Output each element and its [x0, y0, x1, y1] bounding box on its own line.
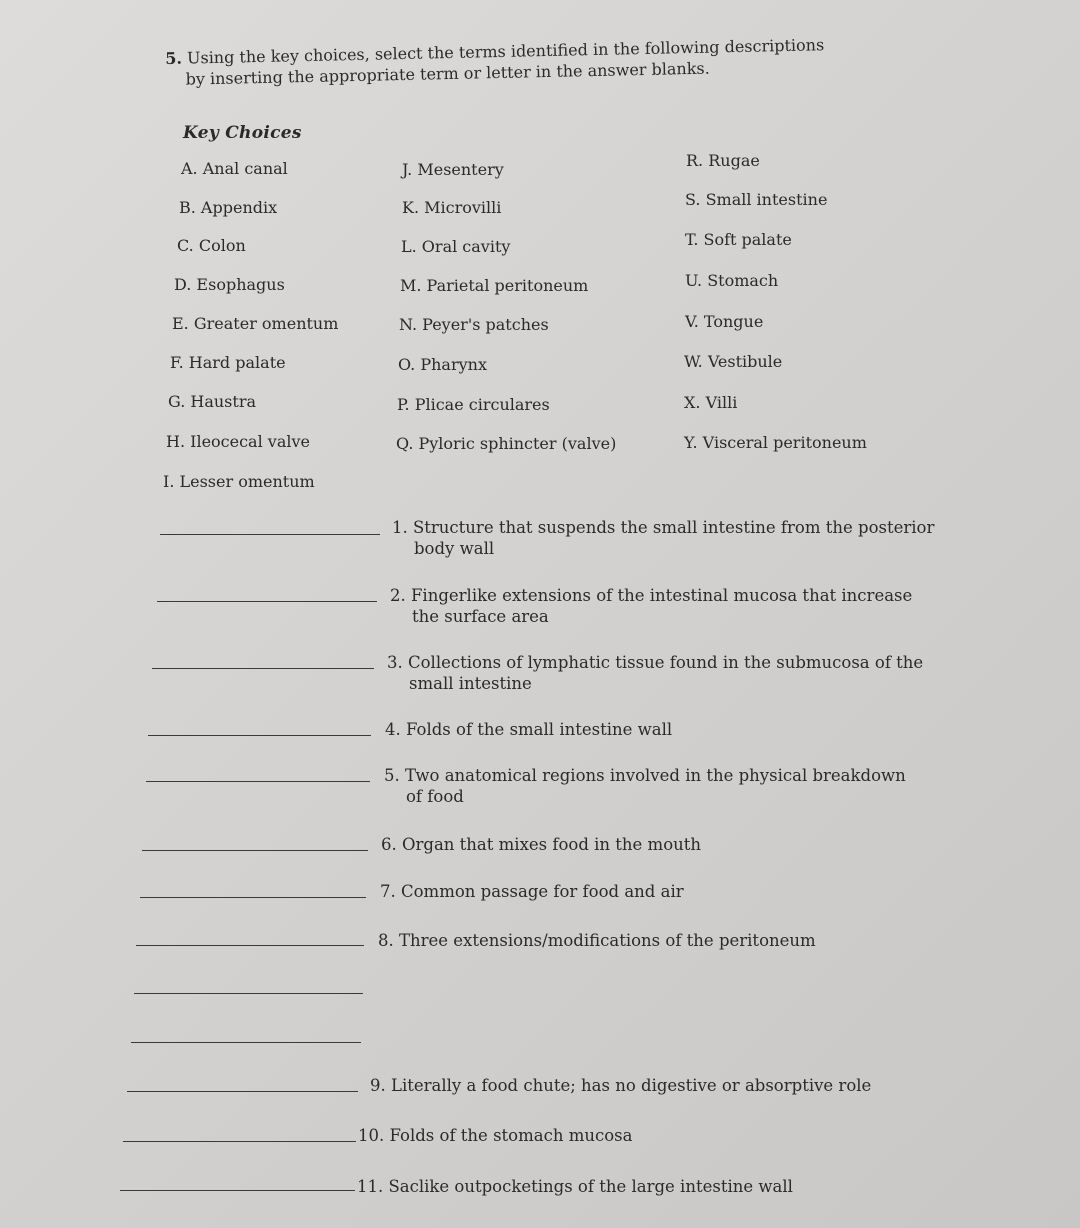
- choice-a: A. Anal canal: [181, 159, 288, 178]
- answer-blank-5[interactable]: [146, 781, 370, 782]
- key-choices-title: Key Choices: [183, 123, 302, 143]
- item-11: [357, 1176, 927, 1197]
- choice-d: D. Esophagus: [174, 275, 285, 294]
- choice-b: B. Appendix: [179, 198, 278, 217]
- item-2-line-2: the surface area: [412, 607, 549, 626]
- choice-e: E. Greater omentum: [172, 314, 339, 333]
- choice-u: U. Stomach: [685, 271, 779, 290]
- answer-blank-7[interactable]: [140, 897, 366, 898]
- answer-blank-8c[interactable]: [131, 1042, 361, 1043]
- choice-f: F. Hard palate: [170, 353, 286, 372]
- item-5: [384, 765, 954, 807]
- choice-s: S. Small intestine: [685, 190, 828, 209]
- item-6: [381, 834, 951, 855]
- choice-c: C. Colon: [177, 236, 246, 255]
- item-2-line-1: 2. Fingerlike extensions of the intestinal mucosa that increase: [390, 586, 913, 605]
- item-8-line-1: 8. Three extensions/modifications of the peritoneum: [378, 931, 816, 950]
- choice-w: W. Vestibule: [684, 352, 783, 371]
- answer-blank-6[interactable]: [142, 850, 368, 851]
- item-7: [380, 881, 950, 902]
- answer-blank-4[interactable]: [148, 735, 371, 736]
- answer-blank-10[interactable]: [123, 1141, 356, 1142]
- choice-l: L. Oral cavity: [401, 237, 511, 256]
- item-10-line-1: 10. Folds of the stomach mucosa: [358, 1126, 633, 1145]
- choice-h: H. Ileocecal valve: [166, 432, 310, 451]
- choice-q: Q. Pyloric sphincter (valve): [396, 434, 617, 453]
- choice-g: G. Haustra: [168, 392, 257, 411]
- item-4-line-1: 4. Folds of the small intestine wall: [385, 720, 673, 739]
- question-line-2: by inserting the appropriate term or letter in the answer blanks.: [185, 58, 710, 89]
- answer-blank-9[interactable]: [127, 1091, 358, 1092]
- question-header: [165, 33, 866, 90]
- choice-j: J. Mesentery: [402, 160, 504, 179]
- answer-blank-2[interactable]: [157, 601, 377, 602]
- choice-p: P. Plicae circulares: [397, 395, 550, 414]
- item-3: [387, 652, 957, 694]
- choice-k: K. Microvilli: [402, 198, 502, 217]
- choice-m: M. Parietal peritoneum: [400, 276, 589, 295]
- item-5-line-2: of food: [406, 787, 464, 806]
- item-1: [392, 517, 962, 559]
- item-4: [385, 719, 955, 740]
- item-7-line-1: 7. Common passage for food and air: [380, 882, 684, 901]
- item-9-line-1: 9. Literally a food chute; has no digestive or absorptive role: [370, 1076, 872, 1095]
- choice-o: O. Pharynx: [398, 355, 487, 374]
- answer-blank-8b[interactable]: [134, 993, 363, 994]
- choice-i: I. Lesser omentum: [163, 472, 315, 491]
- choice-v: V. Tongue: [685, 312, 764, 331]
- answer-blank-1[interactable]: [160, 534, 380, 535]
- item-5-line-1: 5. Two anatomical regions involved in the physical breakdown: [384, 766, 906, 785]
- item-10: [358, 1125, 928, 1146]
- choice-n: N. Peyer's patches: [399, 315, 549, 334]
- question-line-1: Using the key choices, select the terms identified in the following descriptions: [186, 35, 825, 68]
- answer-blank-11[interactable]: [120, 1190, 355, 1191]
- answer-blank-3[interactable]: [152, 668, 374, 669]
- question-number: 5.: [165, 48, 183, 68]
- choice-t: T. Soft palate: [685, 230, 792, 249]
- answer-blank-8a[interactable]: [136, 945, 364, 946]
- item-2: [390, 585, 960, 627]
- item-3-line-2: small intestine: [409, 674, 532, 693]
- item-9: [370, 1075, 990, 1096]
- item-6-line-1: 6. Organ that mixes food in the mouth: [381, 835, 702, 854]
- choice-x: X. Villi: [684, 393, 738, 412]
- item-1-line-2: body wall: [414, 539, 495, 558]
- item-3-line-1: 3. Collections of lymphatic tissue found in the submucosa of the: [387, 653, 924, 672]
- choice-y: Y. Visceral peritoneum: [684, 433, 867, 452]
- choice-r: R. Rugae: [686, 151, 760, 170]
- item-8: [378, 930, 948, 951]
- item-11-line-1: 11. Saclike outpocketings of the large intestine wall: [357, 1177, 793, 1196]
- item-1-line-1: 1. Structure that suspends the small intestine from the posterior: [392, 518, 935, 537]
